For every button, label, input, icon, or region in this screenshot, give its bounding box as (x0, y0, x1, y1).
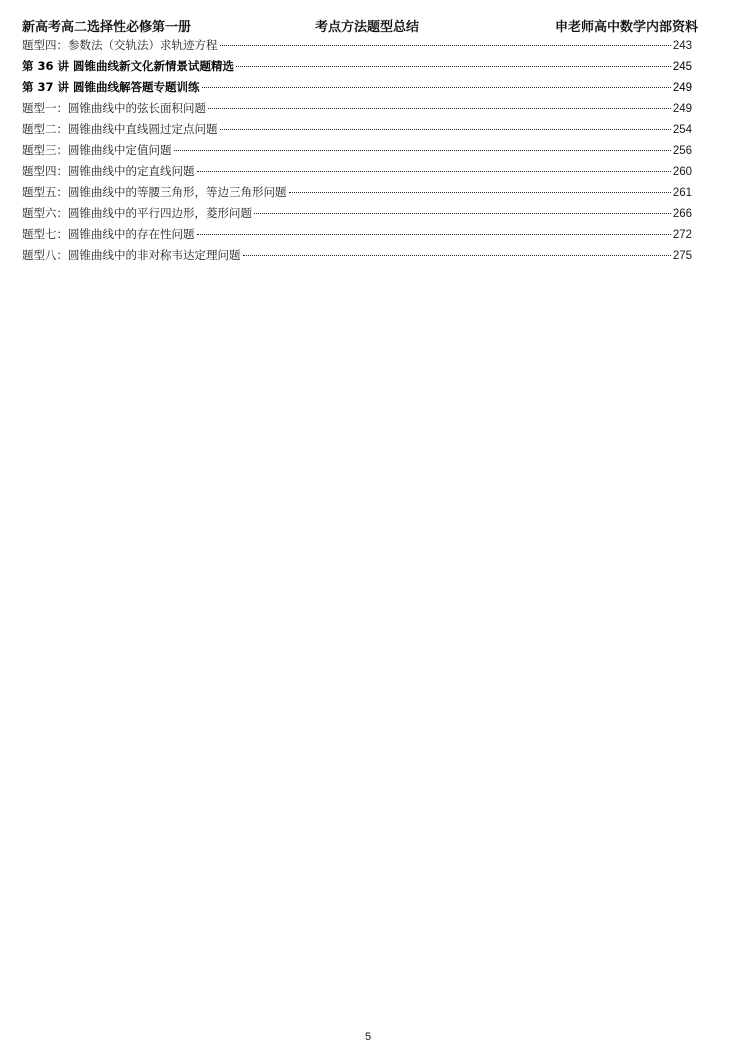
toc-dot-leader (243, 255, 671, 256)
toc-dot-leader (220, 45, 671, 46)
toc-entry[interactable] (22, 226, 692, 247)
toc-entry-page: 249 (672, 103, 692, 115)
toc-dot-leader (289, 192, 671, 193)
toc-dot-leader (208, 108, 671, 109)
toc-chapter-entry[interactable] (22, 79, 692, 100)
toc-entry-page: 256 (672, 145, 692, 157)
header-book-title: 新高考高二选择性必修第一册 (22, 20, 192, 35)
header-section-title: 考点方法题型总结 (315, 20, 420, 35)
toc-entry-page: 272 (672, 229, 692, 241)
toc-entry-page: 245 (672, 61, 692, 73)
toc-entry-label: 题型五：圆锥曲线中的等腰三角形，等边三角形问题 (22, 185, 287, 199)
toc-dot-leader (220, 129, 671, 130)
page-header (22, 16, 698, 36)
toc-entry[interactable] (22, 184, 692, 205)
toc-entry-label: 第 37 讲 圆锥曲线解答题专题训练 (22, 80, 200, 94)
toc-entry-page: 243 (672, 40, 692, 52)
page-number: 5 (364, 1031, 372, 1043)
toc-entry[interactable] (22, 121, 692, 142)
toc-entry-label: 题型四：圆锥曲线中的定直线问题 (22, 164, 195, 178)
toc-entry-page: 261 (672, 187, 692, 199)
toc-entry-label: 题型三：圆锥曲线中定值问题 (22, 143, 172, 157)
toc-entry[interactable] (22, 142, 692, 163)
toc-dot-leader (236, 66, 671, 67)
toc-entry[interactable] (22, 100, 692, 121)
toc-entry[interactable] (22, 163, 692, 184)
toc-entry[interactable] (22, 247, 692, 268)
toc-entry-label: 题型七：圆锥曲线中的存在性问题 (22, 227, 195, 241)
toc-chapter-entry[interactable] (22, 58, 692, 79)
toc-entry-page: 260 (672, 166, 692, 178)
toc-entry-page: 275 (672, 250, 692, 262)
toc-entry-page: 254 (672, 124, 692, 136)
toc-entry-label: 第 36 讲 圆锥曲线新文化新情景试题精选 (22, 59, 235, 73)
toc-dot-leader (202, 87, 671, 88)
toc-entry-page: 266 (672, 208, 692, 220)
toc-entry[interactable] (22, 205, 692, 226)
toc-dot-leader (197, 234, 671, 235)
toc-entry-label: 题型二：圆锥曲线中直线圆过定点问题 (22, 122, 218, 136)
toc-entry-page: 249 (672, 82, 692, 94)
toc-entry-label: 题型六：圆锥曲线中的平行四边形，菱形问题 (22, 206, 252, 220)
toc-dot-leader (197, 171, 671, 172)
table-of-contents (22, 37, 692, 268)
toc-entry-label: 题型一：圆锥曲线中的弦长面积问题 (22, 101, 206, 115)
toc-entry-label: 题型四：参数法（交轨法）求轨迹方程 (22, 38, 218, 52)
header-author: 申老师高中数学内部资料 (554, 20, 698, 35)
toc-entry-label: 题型八：圆锥曲线中的非对称韦达定理问题 (22, 248, 241, 262)
toc-entry[interactable] (22, 37, 692, 58)
toc-dot-leader (174, 150, 671, 151)
toc-dot-leader (254, 213, 671, 214)
